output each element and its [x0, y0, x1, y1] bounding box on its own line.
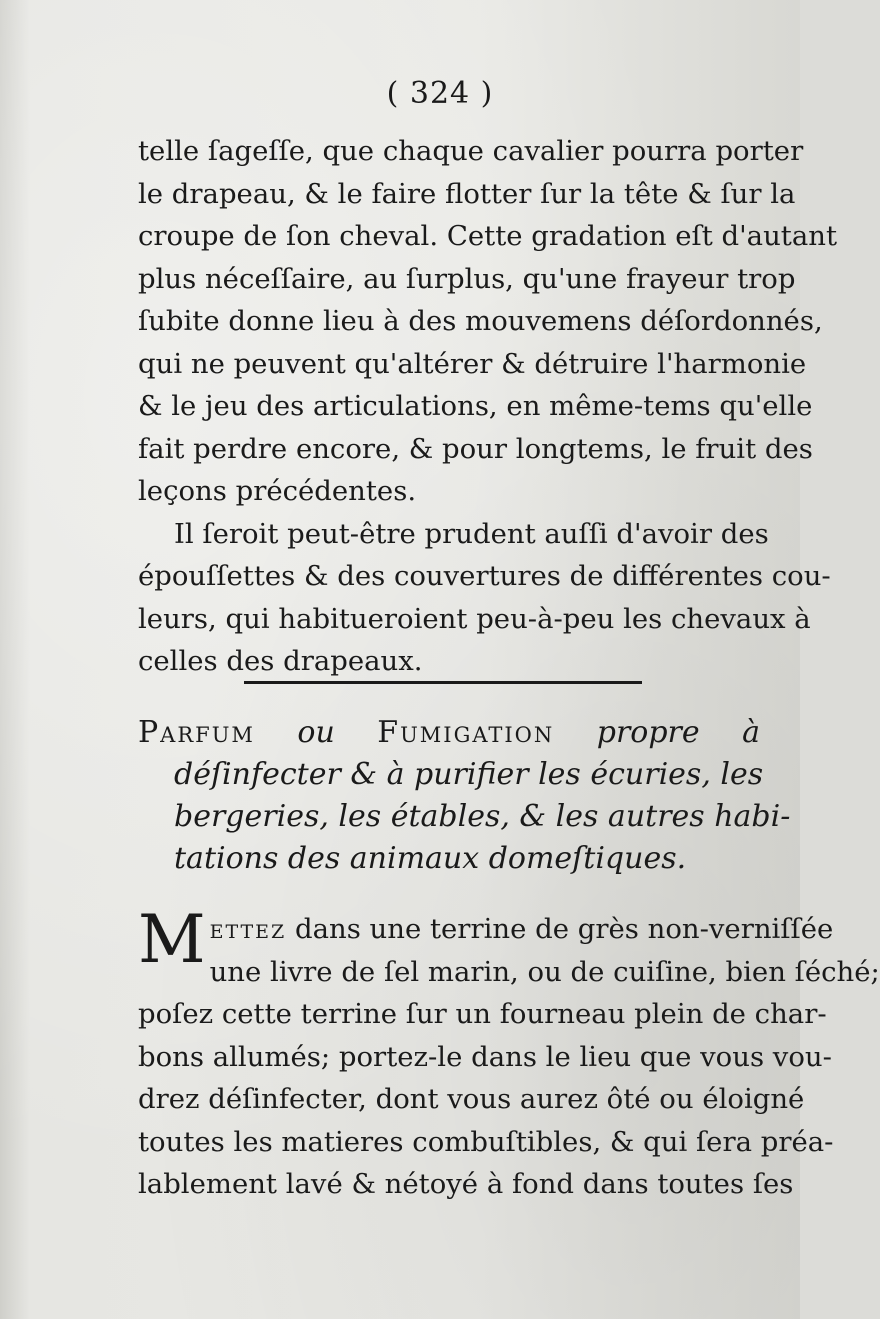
text-line: plus néceſſaire, au ſurplus, qu'une frayeur trop [138, 262, 796, 295]
heading-conj: ou [297, 715, 335, 750]
text-line: lablement lavé & nétoyé à fond dans toutes ſes [138, 1168, 794, 1200]
text-line: toutes les matieres combuſtibles, & qui ſera préa- [138, 1125, 834, 1158]
text-line: qui ne peuvent qu'altérer & détruire l'harmonie [138, 347, 807, 380]
text-line: fait perdre encore, & pour longtems, le fruit des [138, 432, 813, 465]
heading-line: déſinfecter & à purifier les écuries, les [174, 757, 764, 792]
text-line: leçons précédentes. [138, 475, 417, 507]
text-block-lower [138, 901, 880, 1206]
text-line: épouſſettes & des couvertures de différentes cou- [138, 560, 831, 592]
heading-line: bergeries, les étables, & les autres habi- [174, 799, 791, 834]
text-line: une livre de ſel marin, ou de cuiſine, bien ſéché; [209, 955, 880, 988]
heading-word-parfum: Parfum [138, 715, 255, 750]
text-line: le drapeau, & le faire flotter ſur la tête & ſur la [138, 177, 796, 210]
text-line: & le jeu des articulations, en même-tems qu'elle [138, 390, 813, 422]
text-line: bons allumés; portez-le dans le lieu que vous vou- [138, 1040, 832, 1073]
first-line-rest: dans une terrine de grès non-verniſſée [294, 913, 834, 945]
text-line [138, 908, 834, 951]
text-line: ſubite donne lieu à des mouvemens déſordonnés, [138, 305, 823, 337]
drop-cap: M [138, 901, 206, 978]
text-line: croupe de ſon cheval. Cette gradation eſt d'autant [138, 220, 837, 252]
text-line: drez déſinfecter, dont vous aurez ôté ou éloigné [138, 1083, 805, 1115]
text-line: telle ſageſſe, que chaque cavalier pourra porter [138, 135, 804, 167]
heading-line1-rest: propre à [596, 715, 760, 750]
heading-line [138, 712, 760, 754]
text-line: celles des drapeaux. [138, 645, 423, 677]
text-block-upper [138, 130, 837, 683]
heading-line: tations des animaux domeſtiques. [174, 841, 687, 876]
section-divider [244, 681, 642, 684]
text-line: leurs, qui habitueroient peu-à-peu les chevaux à [138, 602, 811, 635]
page-number: ( 324 ) [386, 76, 494, 111]
first-word: ettez [209, 913, 287, 945]
text-line: Il ſeroit peut-être prudent auſſi d'avoir des [174, 517, 769, 550]
section-heading [138, 712, 791, 880]
text-line: poſez cette terrine ſur un fourneau plein de char- [138, 998, 827, 1030]
heading-word-fumigation: Fumigation [377, 715, 555, 750]
